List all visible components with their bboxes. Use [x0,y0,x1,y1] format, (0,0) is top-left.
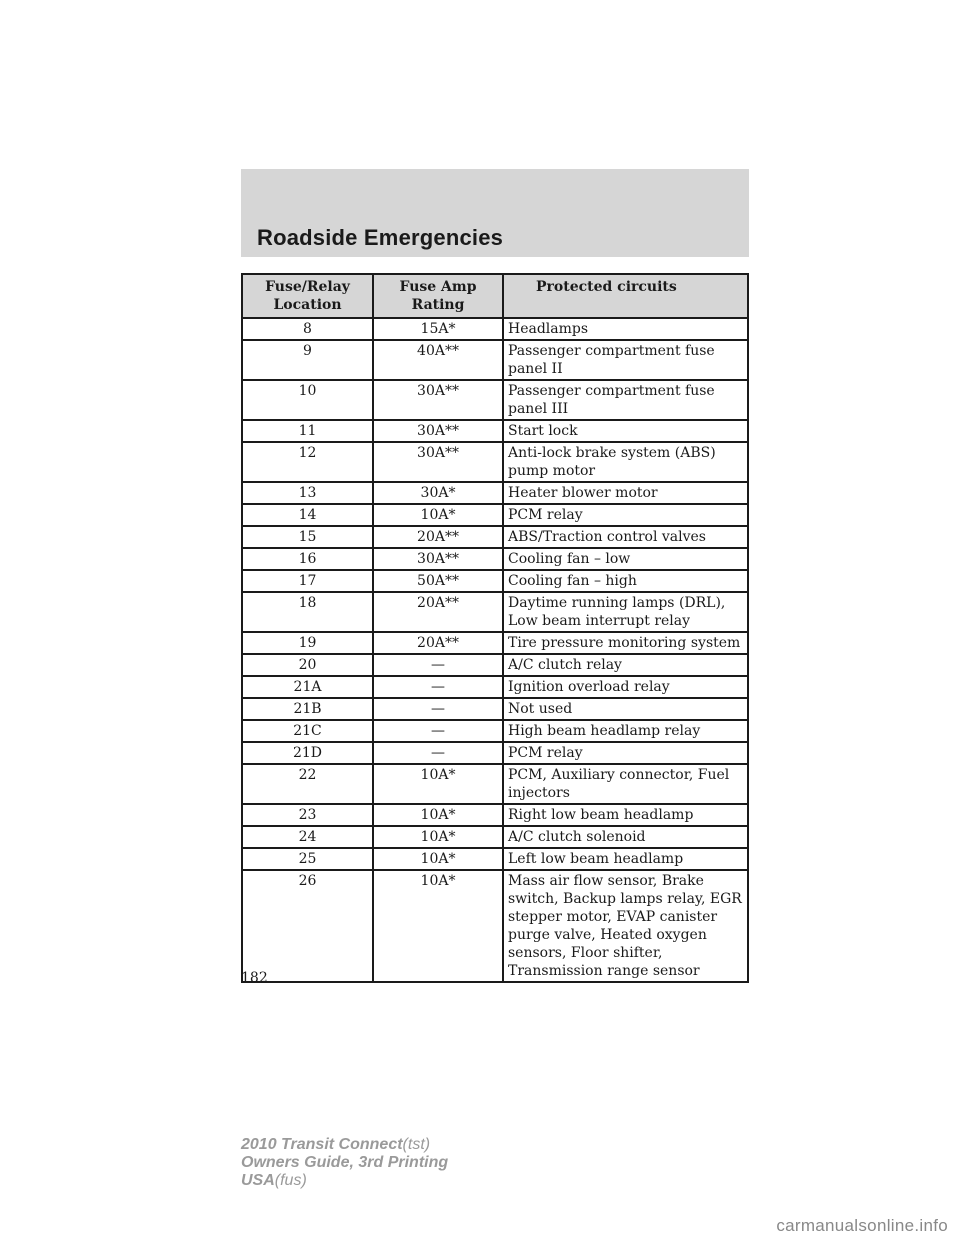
circuit-line: Mass air flow sensor, Brake [508,873,704,889]
table-row [242,592,748,632]
cell-protected-circuits [503,720,748,742]
cell-amp-rating: 20A** [373,592,503,632]
cell-protected-circuits [503,592,748,632]
footer-line-1: 2010 Transit Connect(tst) [241,1136,431,1153]
cell-location: 21C [242,720,373,742]
table-row [242,420,748,442]
header-location: Fuse/Relay Location [242,274,373,318]
table-row [242,318,748,340]
cell-amp-rating: 50A** [373,570,503,592]
cell-amp-rating: 40A** [373,340,503,380]
table-row [242,380,748,420]
cell-location: 17 [242,570,373,592]
cell-protected-circuits [503,570,748,592]
circuit-line: injectors [508,785,570,801]
table-row [242,742,748,764]
circuit-line: Tire pressure monitoring system [508,635,741,651]
circuit-line: Passenger compartment fuse [508,343,715,359]
cell-amp-rating: 30A** [373,420,503,442]
circuit-line: PCM relay [508,745,583,761]
cell-amp-rating: 30A** [373,442,503,482]
cell-location: 22 [242,764,373,804]
cell-protected-circuits [503,632,748,654]
circuit-line: purge valve, Heated oxygen [508,927,707,943]
cell-location: 20 [242,654,373,676]
circuit-line: Transmission range sensor [508,963,700,979]
cell-protected-circuits [503,804,748,826]
table-row [242,870,748,982]
circuit-line: panel II [508,361,563,377]
cell-location: 18 [242,592,373,632]
circuit-line: Anti-lock brake system (ABS) [508,445,716,461]
cell-location: 21D [242,742,373,764]
cell-location: 21B [242,698,373,720]
table-row [242,482,748,504]
cell-location: 16 [242,548,373,570]
cell-amp-rating: — [373,676,503,698]
circuit-line: Not used [508,701,573,717]
cell-protected-circuits [503,698,748,720]
cell-protected-circuits [503,340,748,380]
cell-protected-circuits [503,318,748,340]
cell-amp-rating: 20A** [373,632,503,654]
circuit-line: Headlamps [508,321,589,337]
table-row [242,632,748,654]
page-number: 182 [241,970,268,986]
circuit-line: PCM relay [508,507,583,523]
table-row [242,720,748,742]
circuit-line: Cooling fan – high [508,573,637,589]
cell-protected-circuits [503,420,748,442]
header-protected-circuits: Protected circuits [503,274,748,318]
table-row [242,848,748,870]
circuit-line: Start lock [508,423,578,439]
cell-location: 10 [242,380,373,420]
cell-location: 11 [242,420,373,442]
cell-location: 8 [242,318,373,340]
cell-protected-circuits [503,742,748,764]
table-body [242,318,748,982]
circuit-line: A/C clutch solenoid [508,829,646,845]
table-row [242,340,748,380]
cell-protected-circuits [503,482,748,504]
cell-protected-circuits [503,654,748,676]
table-row [242,548,748,570]
table-row [242,570,748,592]
cell-location: 13 [242,482,373,504]
cell-amp-rating: — [373,698,503,720]
cell-protected-circuits [503,548,748,570]
watermark: carmanualsonline.info [776,1216,948,1235]
circuit-line: pump motor [508,463,596,479]
cell-amp-rating: 10A* [373,504,503,526]
cell-amp-rating: — [373,720,503,742]
cell-amp-rating: 10A* [373,826,503,848]
cell-protected-circuits [503,504,748,526]
circuit-line: switch, Backup lamps relay, EGR [508,891,742,907]
cell-location: 21A [242,676,373,698]
table-row [242,676,748,698]
table-row [242,764,748,804]
cell-amp-rating: 30A* [373,482,503,504]
cell-protected-circuits [503,442,748,482]
cell-location: 19 [242,632,373,654]
footer-line-2: Owners Guide, 3rd Printing [241,1154,449,1171]
cell-location: 14 [242,504,373,526]
circuit-line: Right low beam headlamp [508,807,694,823]
table-row [242,442,748,482]
cell-amp-rating: — [373,654,503,676]
table-row [242,826,748,848]
circuit-line: ABS/Traction control valves [508,529,706,545]
cell-location: 23 [242,804,373,826]
circuit-line: Ignition overload relay [508,679,670,695]
cell-amp-rating: 30A** [373,380,503,420]
cell-protected-circuits [503,526,748,548]
cell-amp-rating: 20A** [373,526,503,548]
cell-protected-circuits [503,870,748,982]
cell-amp-rating: 10A* [373,848,503,870]
circuit-line: Left low beam headlamp [508,851,684,867]
cell-location: 12 [242,442,373,482]
cell-location: 9 [242,340,373,380]
footer [241,1136,448,1190]
section-header-band [241,169,749,257]
circuit-line: stepper motor, EVAP canister [508,909,718,925]
circuit-line: Cooling fan – low [508,551,631,567]
table-header-row [242,274,748,318]
table-row [242,654,748,676]
header-amp-rating: Fuse Amp Rating [373,274,503,318]
circuit-line: sensors, Floor shifter, [508,945,663,961]
cell-amp-rating: 10A* [373,764,503,804]
fuse-table [241,273,749,983]
cell-location: 25 [242,848,373,870]
table-row [242,804,748,826]
table-row [242,526,748,548]
cell-protected-circuits [503,764,748,804]
cell-location: 24 [242,826,373,848]
cell-location: 15 [242,526,373,548]
circuit-line: Low beam interrupt relay [508,613,691,629]
cell-protected-circuits [503,848,748,870]
cell-protected-circuits [503,826,748,848]
cell-amp-rating: 15A* [373,318,503,340]
cell-amp-rating: 30A** [373,548,503,570]
circuit-line: Passenger compartment fuse [508,383,715,399]
footer-line-3: USA(fus) [241,1172,307,1189]
circuit-line: PCM, Auxiliary connector, Fuel [508,767,730,783]
cell-amp-rating: 10A* [373,804,503,826]
cell-protected-circuits [503,676,748,698]
cell-location: 26 [242,870,373,982]
table-row [242,504,748,526]
circuit-line: Daytime running lamps (DRL), [508,595,726,611]
circuit-line: High beam headlamp relay [508,723,701,739]
cell-amp-rating: — [373,742,503,764]
section-title: Roadside Emergencies [257,225,504,250]
circuit-line: panel III [508,401,569,417]
cell-protected-circuits [503,380,748,420]
table-row [242,698,748,720]
circuit-line: Heater blower motor [508,485,658,501]
cell-amp-rating: 10A* [373,870,503,982]
circuit-line: A/C clutch relay [508,657,622,673]
